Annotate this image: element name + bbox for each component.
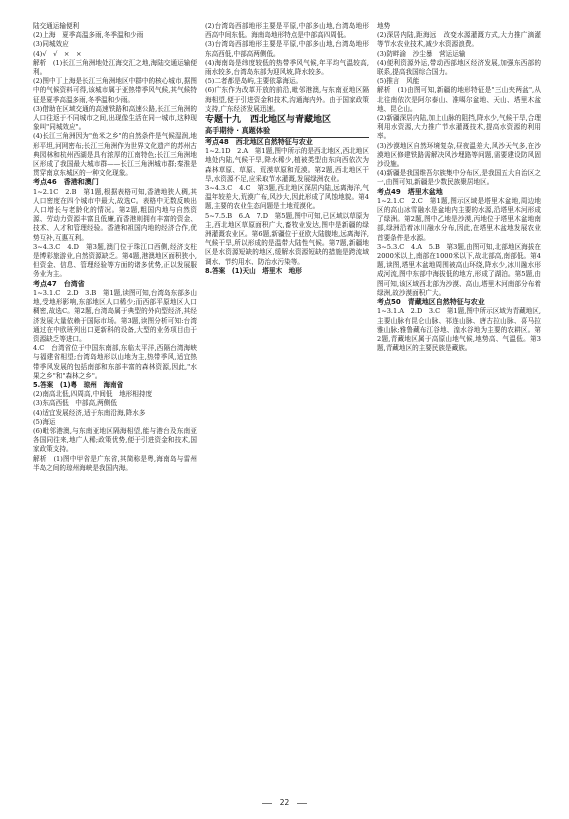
answer-paragraph: 1~3.1.A 2.D 3.C 第1题,图中所示区域为青藏地区,主要山脉有昆仑山脉、祁连山脉、唐古拉山脉、喜马拉雅山脉;雅鲁藏布江谷地、湟水谷地为主要的农耕区。第2题,青藏地区属于高原山地气候,地势高、气温低。第3题,青藏地区的主要民族是藏族。 [377,307,541,353]
answer-line: 地势 [377,22,391,30]
answer-line: (4)适宜发展经济,适于东南沿海,降水多 [33,408,146,417]
answer-line: (3)防畔渝 沙尘暴 营运运输 [377,49,466,58]
analysis-paragraph: 解析 (1)由图可知,新疆的地形特征是"三山夹两盆",从北往南依次是阿尔泰山、准噶尔盆地、天山、塔里木盆地、昆仑山。 [377,86,541,113]
topic-heading-50: 考点50 青藏地区自然特征与农业 [377,298,485,307]
analysis-paragraph: (3)沙漠地区自然环境复杂,昼夜温差大,风沙天气多,在沙漠地区修建铁路需解决风沙埋路等问题,需要建设防风固沙设施。 [377,141,541,169]
answer-line: (3)东高西低 中部高,两侧低 [33,399,117,408]
analysis-paragraph: (4)新疆是我国维吾尔族集中分布区,是我国五大自治区之一,由图可知,新疆是少数民族聚居地区。 [377,169,541,187]
analysis-paragraph: (2)台湾岛西部地形主要是平原,中部多山地,台湾岛地形西高中间东低。海南岛地形特点是中部高四周低。 [205,22,369,40]
topic-heading-47: 考点47 台湾省 [33,279,85,288]
analysis-paragraph: (4)长江三角洲因为"鱼米之乡"的自然条件是气候湿润,地形平坦,河网密布;长江三角洲作为世界文化遗产的苏州古典园林和杭州西湖是具有浓厚的江南特色;长江三角洲地区形成了我国最大城市群——长江三角洲城市群;秦淮是贯穿南京东城区的一种文化现象。 [33,132,197,178]
answer-line: (2)南高北低,四周高,中间低 地形相持度 [33,390,153,399]
answer-paragraph: 4.C 台湾省位于中国东南部,东临太平洋,西隔台湾海峡与福建省相望;台湾岛地形以山地为主,热带季风,适宜热带季风发展的包括南部和东部丰富的森林资源,因此,"水果之乡"和"森林之乡"。 [33,344,197,380]
analysis-paragraph: (2)图中丁上海是长江三角洲地区中群中的核心城市,据图中的气候资料可得,该城市属于亚热带季风气候,其气候特征是夏季高温多雨,冬季温和少雨。 [33,77,197,104]
analysis-paragraph: (5)二者都是岛屿,主要依靠海运。 [205,77,303,86]
answer-paragraph: 3~5.3.C 4.A 5.B 第3题,由图可知,北部地区海拔在2000米以上,南部在1000米以下,故北部高,南部低。第4题,读图,塔里木盆地周围被高山环绕,降水少,冰川融水形成河流,图中东部中海拔低的地方,形成了湖泊。第5题,由图可知,该区域西北部为沙漠、高山,塔里木河南部分布着绿洲,故沙漠面积广大。 [377,242,541,297]
answer-line: 5.答案 (1)粤 琼州 海南省 [33,380,124,389]
answer-line: (4)便利资源外运,带动西部地区经济发展,加强东西部的联系,提高我国综合国力。 [377,58,541,77]
answer-paragraph: 1~3.1.C 2.D 3.B 第1题,读图可知,台湾岛东部多山地,受地形影响,东部地区人口稀少;而西部平原地区人口稠密,故选C。第2题,台湾岛属于典型的外向型经济,其经济发展大量依赖于国际市场。第3题,读图分析可知:台湾通过在中欧班列出口更新科的设备,大型的业务项目由于资源缺乏等进口。 [33,288,197,343]
answer-paragraph: 1~2.1.C 2.C 第1题,图示区域是塔里木盆地,周边地区的高山冰雪融水是盆地内主要的水源,沿塔里木河形成了绿洲。第2题,图中乙地是沙漠,丙地位于塔里木盆地南部,绿洲沿着冰川融水分布,因此,在塔里木盆地发展农业首要条件是水源。 [377,196,541,242]
answer-line: (2)上海 夏季高温多雨,冬季温和少雨 [33,31,144,40]
answer-paragraph: 1~2.1C 2.B 第1题,根据表格可知,香港地狭人稠,其人口密度在四个城市中最大,故选C。表格中无数反映出人口增长与老龄化的情况。第2题,粗国内地与自然资源、劳动力资源丰富且低廉,而香港则拥有丰富的资金、技术、人才和管理经验。香港和祖国内地的经济合作,优势互补,互惠互利。 [33,187,197,242]
analysis-paragraph: (4)海南岛是纬度较低的热带季风气候,年平均气温较高,雨水较多,台湾岛东部为迎风坡,降水较多。 [205,58,369,77]
topic-heading-48: 考点48 西北地区自然特征与农业 [205,138,313,147]
analysis-paragraph: (3)台湾岛西部地形主要是平原,中部多山地,台湾岛地形东高西低,中部高两侧低。 [205,40,369,58]
text-column-left [33,22,197,792]
analysis-paragraph: (3)借助在区域交通的高速铁路和高速公路,长江三角洲的人口往返于不同城市之间,出现像生活在同一城市,这种现象叫"同城效应"。 [33,104,197,132]
answer-paragraph: 3~4.3.C 4.C 第3题,西北地区深居内陆,远离海洋,气温年较差大,荒漠广布,风沙大,因此形成了风蚀地貌。第4题,主要的农业生态问题是土地荒漠化。 [205,184,369,211]
chapter-heading: 专题十九 西北地区与青藏地区 [205,115,332,126]
answer-line: (6)毗邻港澳,与东南亚地区隔海相望,能与港台及东南亚各国同往来,地广人稀;政策优势,便于引进资金和技术,国家政策支持。 [33,426,197,454]
answer-paragraph: 1~2.1D 2.A 第1题,图中所示的是西北地区,西北地区地处内陆,气候干旱,降水稀少,植被类型由东向西依次为森林草原、草原、荒漠草原和荒漠。第2题,西北地区干旱,水资源不足,应采取节水灌溉,发展绿洲农业。 [205,147,369,183]
answer-line: (3)同城效应 [33,40,69,49]
answer-paragraph: 3~4.3.C 4.D 第3题,澳门位于珠江口西侧,经济支柱是博彩旅游业,自然资源缺乏。第4题,港澳地区面积狭小,但资金、信息、管理经验等方面的诸多优势,正以发展服务业为主。 [33,242,197,279]
analysis-paragraph: 解析 (1)长江三角洲地处江海交汇之地,海陆交通运输便利。 [33,58,197,77]
text-column-right [377,22,541,792]
answer-line: (4)√ √ × × [33,49,82,58]
topic-heading-49: 考点49 塔里木盆地 [377,187,443,196]
answer-line: (5)推言 风能 [377,77,420,86]
topic-heading-46: 考点46 香港和澳门 [33,178,99,187]
analysis-paragraph: (6)广东作为改革开放的前沿,毗邻港澳,与东南亚地区隔海相望,便于引进资金和技术,沟通海内外。由于国家政策支持,广东经济发展迅速。 [205,86,369,113]
answer-line: (5)海运 [33,417,56,426]
text-column-middle [205,22,369,792]
answer-line: (2)深居内陆,距海远 改变水源灌溉方式,大力推广滴灌等节水农业技术,减少水资源浪费。 [377,31,541,49]
answer-paragraph: 5~7.5.B 6.A 7.D 第5题,图中可知,已区域以草原为主,西北地区草原面积广大,畜牧业发达,图中是新疆的绿洲灌溉农业区。第6题,新疆位于亚欧大陆腹地,远离海洋,气候干旱,所以形成的是温带大陆性气候。第7题,新疆地区是水资源短缺的地区,缓解水资源短缺的措施是跨流域调水、节约用水、防治水污染等。 [205,211,369,266]
analysis-paragraph: 解析 (1)图中甲省是广东省,其简称是粤,海南岛与雷州半岛之间的琼州海峡是我国内海。 [33,454,197,472]
section-band: 高手期待 · 真题体验 [205,126,369,138]
page-number: 22 [0,798,569,807]
analysis-paragraph: (2)新疆深居内陆,加上山脉的阻挡,降水少,气候干旱,合理利用水资源,大力推广节水灌溉技术,提高水资源的利用率。 [377,114,541,141]
paragraph: 陆交通运输便利 [33,22,80,30]
answer-line: 8.答案 (1)天山 塔里木 地形 [205,266,302,275]
